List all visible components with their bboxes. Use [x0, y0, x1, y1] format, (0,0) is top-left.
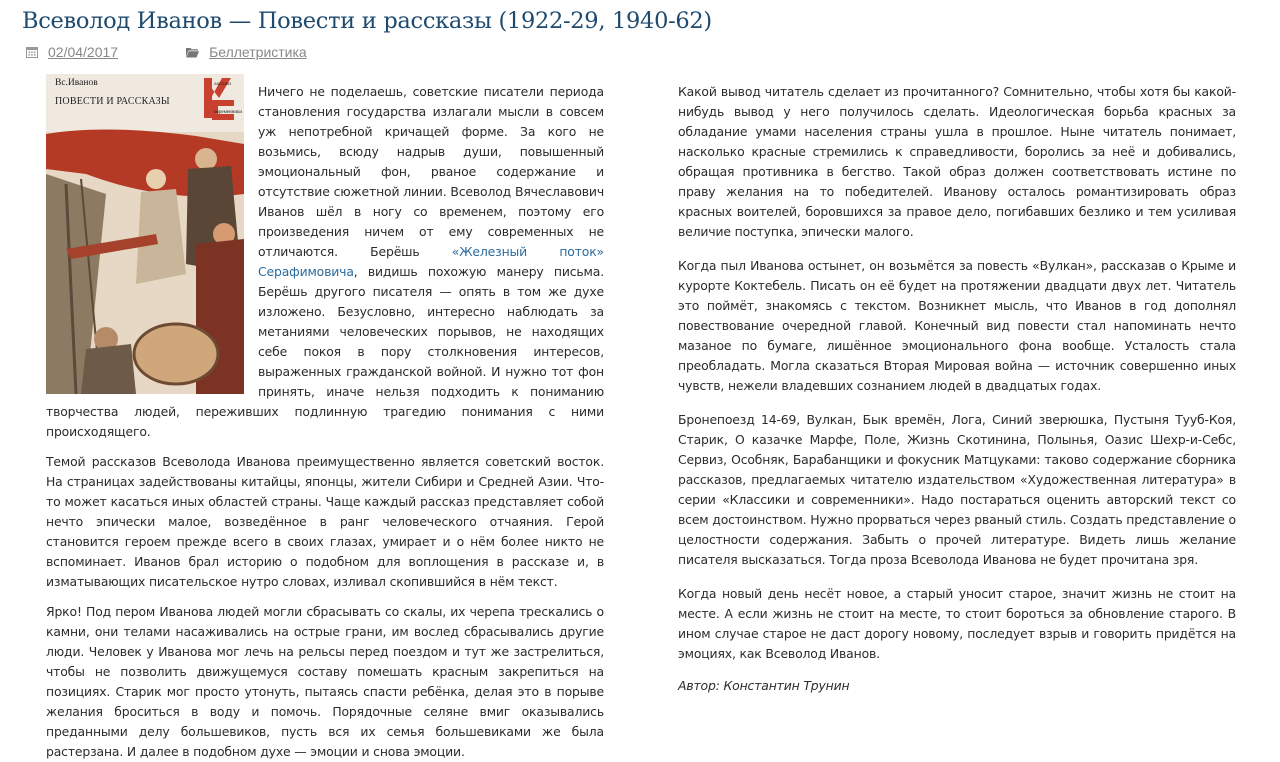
paragraph: Ярко! Под пером Иванова людей могли сбрасывать со скалы, их черепа трескались о камни, они телами насаживались на острые грани, им вослед сбрасывались другие люди. Человек у Иванова мог лечь на рельсы перед поездом и тут же застрелиться, чтобы не позволить движущемуся составу помешать красным закрепиться на позициях. Старик мог просто утонуть, пытаясь спасти ребёнка, делая это в порыве желания броситься в воду и помочь. Порядочные селяне вмиг оказывались преданными делу большевиков, пусть вся их семья большевиками же была растерзана. И далее в подобном духе — эмоции и снова эмоции.	[46, 604, 604, 759]
post-category	[186, 44, 307, 60]
date-link[interactable]: 02/04/2017	[48, 44, 119, 60]
calendar-icon	[26, 46, 38, 58]
paragraph: Темой рассказов Всеволода Иванова преимущественно является советский восток. На страницах задействованы китайцы, японцы, жители Сибири и Средней Азии. Что-то может касаться иных областей страны. Чаще каждый рассказ представляет собой нечто эпически малое, возведённое в ранг человеческого отчаяния. Герой становится героем прежде всего в своих глазах, умирает и о нём более никто не вспоминает. Иванов брал историю о подобном для воплощения в рассказе и, в изматывающих писательское нутро словах, изливал скопившийся в нём текст.	[46, 454, 604, 589]
book-cover-illustration	[46, 74, 244, 394]
book-cover-image	[46, 74, 244, 394]
article-meta	[26, 44, 307, 60]
paragraph: Какой вывод читатель сделает из прочитанного? Сомнительно, чтобы хотя бы какой-нибудь вывод у него получилось сделать. Идеологическая борьба красных за обладание умами населения страны ушла в прошлое. Ныне читатель понимает, насколько красные стремились к справедливости, боролись за неё и добивались, обращая противника в бегство. Такой образ должен соответствовать истине по праву желания на то победителей. Иванову осталось романтизировать образ красных воителей, боровшихся за правое дело, погибавших безлико и тем усиливая величие поступка, эпически малого.	[678, 84, 1236, 239]
paragraph: Бронепоезд 14-69, Вулкан, Бык времён, Лога, Синий зверюшка, Пустыня Тууб-Коя, Старик, О казачке Марфе, Поле, Жизнь Скотинина, Полынья, Оазис Шехр-и-Себс, Сервиз, Особняк, Барабанщики и фокусник Матцуками: таково содержание сборника рассказов, предлагаемых читателю издательством «Художественная литература» в серии «Классики и современники». Надо постараться оценить авторский текст со всем достоинством. Нужно прорваться через рваный стиль. Создать представление о целостности содержания. Забыть о прочей литературе. Видеть лишь желание писателя высказаться. Тогда проза Всеволода Иванова не будет прочитана зря.	[678, 412, 1236, 567]
cover-series-line1: лассики	[214, 82, 231, 87]
article-column-right	[678, 82, 1236, 696]
cover-title: ПОВЕСТИ И РАССКАЗЫ	[55, 96, 170, 107]
paragraph-text: Ничего не поделаешь, советские писатели периода становления государства излагали мысли в совсем уж непотребной кричащей форме. За кого не возьмись, всюду надрыв души, повышенный эмоциональный фон, рваное содержание и отсутствие сюжетной линии. Всеволод Вячеславович Иванов шёл в ногу со временем, поэтому его произведения ничем от ему современных не отличаются. Берёшь	[258, 84, 604, 259]
paragraph: Когда пыл Иванова остынет, он возьмётся за повесть «Вулкан», рассказав о Крыме и курорте Коктебель. Писать он её будет на протяжении двадцати двух лет. Читатель это поймёт, знакомясь с текстом. Возникнет мысль, что Иванов в год дополнял повествование очередной главой. Конечный вид повести стал напоминать нечто мазаное по бумаге, лишённое эмоционального фона вообще. Усталость стала преобладать. Могла сказаться Вторая Мировая война — источник совершенно иных чувств, нежели владевших сознанием людей в двадцатых годах.	[678, 258, 1236, 393]
zhelezny-potok-link[interactable]: «Железный поток» Серафимовича	[258, 244, 604, 279]
article-title: Всеволод Иванов — Повести и рассказы (1922-29, 1940-62)	[22, 8, 712, 34]
paragraph-text: , видишь похожую манеру письма. Берёшь другого писателя — опять в том же духе изложено. Безусловно, интересно наблюдать за метаниями человеческих порывов, не находящих себе покоя в пору столкновения интересов, выраженных гражданской войной. И нужно тот фон принять, иначе нельзя подходить к пониманию творчества людей, переживших подлинную трагедию понимания с ними происходящего.	[46, 264, 604, 439]
article-column-left	[46, 78, 604, 762]
post-date	[26, 44, 118, 60]
cover-author: Вс.Иванов	[55, 78, 98, 88]
cover-series-line2: овременники	[214, 110, 243, 115]
category-link[interactable]: Беллетристика	[209, 44, 307, 60]
paragraph: Когда новый день несёт новое, а старый уносит старое, значит жизнь не стоит на месте. А если жизнь не стоит на месте, то стоит бороться за обновление старого. В ином случае старое не даст дорогу новому, последует взрыв и говорить придётся на эмоциях, как Всеволод Иванов.	[678, 586, 1236, 661]
folder-icon	[186, 47, 199, 58]
article-author: Автор: Константин Трунин	[678, 678, 850, 693]
